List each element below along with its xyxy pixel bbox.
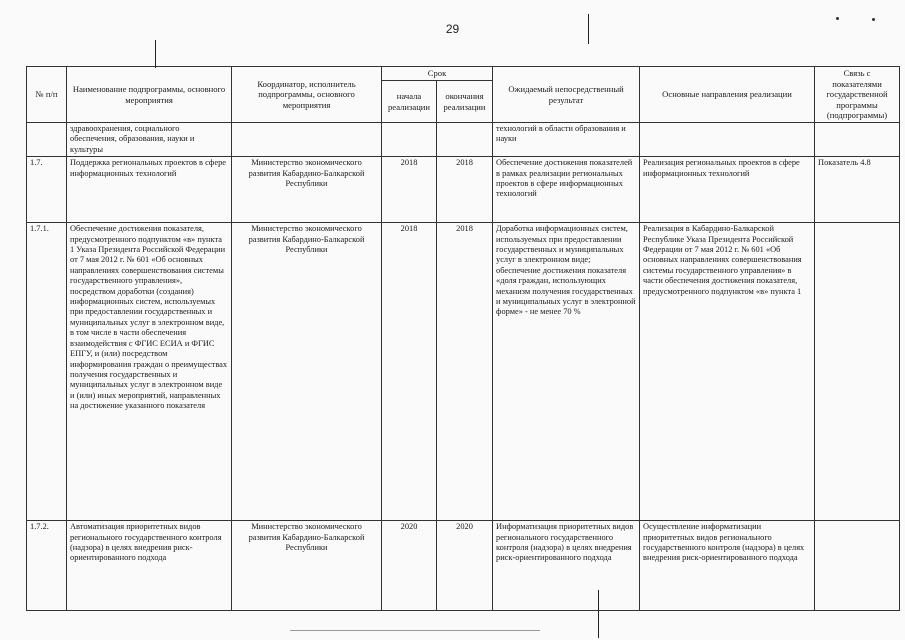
table-row — [27, 223, 900, 521]
row-link — [815, 223, 900, 521]
row-end: 2018 — [437, 223, 493, 521]
row-directions — [640, 123, 815, 157]
row-num — [27, 123, 67, 157]
header-end: окончания реализации — [437, 81, 493, 123]
scan-artifact-line — [155, 40, 156, 68]
row-num: 1.7. — [27, 157, 67, 223]
row-end — [437, 123, 493, 157]
row-link: Показатель 4.8 — [815, 157, 900, 223]
scan-artifact-line — [290, 630, 540, 631]
row-link — [815, 521, 900, 611]
row-start — [382, 123, 437, 157]
table-row — [27, 157, 900, 223]
header-term: Срок — [382, 67, 493, 81]
row-name: здравоохранения, социального обеспечения, образования, науки и культуры — [67, 123, 232, 157]
scan-artifact-dot — [872, 18, 875, 21]
header-num: № п/п — [27, 67, 67, 123]
row-start: 2018 — [382, 157, 437, 223]
row-name: Обеспечение достижения показателя, предусмотренного подпунктом «в» пункта 1 Указа Президента Российской Федерации от 7 мая 2012 г. № 601 «Об основных направлениях совершенствования системы государственного управления», посредством доработки (создания) информационных систем, используемых при предоставлении государственных и муниципальных услуг в электронном виде, в том числе в части обеспечения взаимодействия с ФГИС ЕСИА и ФГИС ЕПГУ, и (или) посредством информирования граждан о преимуществах получения государственных и муниципальных услуг в электронном виде и (или) иных мероприятий, направленных на достижение указанного показателя — [67, 223, 232, 521]
row-coordinator: Министерство экономического развития Кабардино-Балкарской Республики — [232, 223, 382, 521]
row-directions: Осуществление информатизации приоритетных видов регионального государственного контроля (надзора) в целях внедрения риск-ориентированного подхода — [640, 521, 815, 611]
row-start: 2018 — [382, 223, 437, 521]
header-start: начала реализации — [382, 81, 437, 123]
row-end: 2018 — [437, 157, 493, 223]
row-coordinator: Министерство экономического развития Кабардино-Балкарской Республики — [232, 521, 382, 611]
program-table — [26, 66, 900, 611]
row-result: Обеспечение достижения показателей в рамках реализации региональных проектов в сфере информационных технологий — [493, 157, 640, 223]
row-result: Информатизация приоритетных видов регионального государственного контроля (надзора) в целях внедрения риск-ориентированного подхода — [493, 521, 640, 611]
row-coordinator — [232, 123, 382, 157]
header-link: Связь с показателями государственной программы (подпрограммы) — [815, 67, 900, 123]
row-directions: Реализация в Кабардино-Балкарской Республике Указа Президента Российской Федерации от 7 мая 2012 г. № 601 «Об основных направлениях совершенствования системы государственного управления» в части обеспечения достижения показателя, предусмотренного подпунктом «в» пункта 1 — [640, 223, 815, 521]
table-row — [27, 123, 900, 157]
page-number: 29 — [445, 22, 460, 36]
header-name: Наименование подпрограммы, основного мероприятия — [67, 67, 232, 123]
row-result: Доработка информационных систем, используемых при предоставлении государственных и муниципальных услуг в электронном виде; обеспечение достижения показателя «доля граждан, использующих механизм получения государственных и муниципальных услуг в электронной форме» - не менее 70 % — [493, 223, 640, 521]
row-name: Поддержка региональных проектов в сфере информационных технологий — [67, 157, 232, 223]
scan-artifact-dot — [836, 17, 839, 20]
scan-artifact-line — [588, 14, 589, 44]
table-row — [27, 521, 900, 611]
row-end: 2020 — [437, 521, 493, 611]
row-start: 2020 — [382, 521, 437, 611]
header-directions: Основные направления реализации — [640, 67, 815, 123]
row-num: 1.7.1. — [27, 223, 67, 521]
row-directions: Реализация региональных проектов в сфере информационных технологий — [640, 157, 815, 223]
scan-artifact-line — [598, 590, 599, 638]
row-link — [815, 123, 900, 157]
row-num: 1.7.2. — [27, 521, 67, 611]
row-coordinator: Министерство экономического развития Кабардино-Балкарской Республики — [232, 157, 382, 223]
header-row — [27, 67, 900, 81]
row-result: технологий в области образования и науки — [493, 123, 640, 157]
header-result: Ожидаемый непосредственный результат — [493, 67, 640, 123]
header-coordinator: Координатор, исполнитель подпрограммы, основного мероприятия — [232, 67, 382, 123]
row-name: Автоматизация приоритетных видов регионального государственного контроля (надзора) в целях внедрения риск-ориентированного подхода — [67, 521, 232, 611]
